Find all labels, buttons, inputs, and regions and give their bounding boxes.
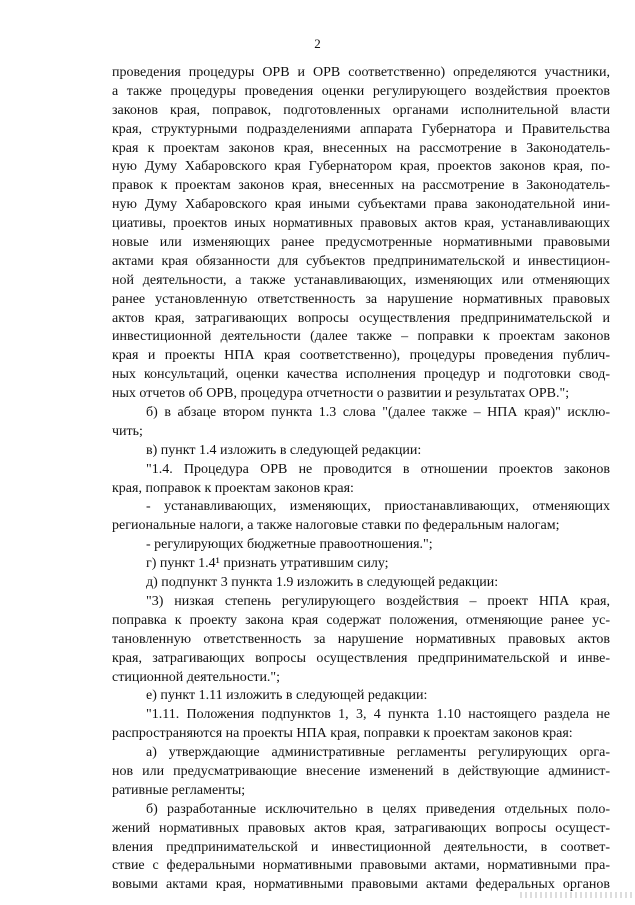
text-line: жений нормативных правовых актов края, затрагивающих вопросы осущест- bbox=[112, 820, 610, 836]
text-line: ных консультаций, оценки качества исполнения процедур и подготовки свод- bbox=[112, 367, 610, 383]
text-line: д) подпункт 3 пункта 1.9 изложить в следующей редакции: bbox=[146, 575, 499, 591]
text-line: законов края, поправок, подготовленных органами исполнительной власти bbox=[112, 102, 610, 118]
text-line: "1.11. Положения подпунктов 1, 3, 4 пункта 1.10 настоящего раздела не bbox=[146, 707, 610, 723]
text-line: г) пункт 1.4¹ признать утратившим силу; bbox=[146, 556, 389, 572]
text-line: б) в абзаце втором пункта 1.3 слова "(далее также – НПА края)" исклю- bbox=[146, 405, 610, 421]
text-line: края к проектам законов края, внесенных на рассмотрение в Законодатель- bbox=[112, 140, 610, 156]
text-line: "3) низкая степень регулирующего воздействия – проект НПА края, bbox=[146, 593, 610, 609]
text-line: края, структурными подразделениями аппарата Губернатора и Правительства bbox=[112, 121, 610, 137]
text-line: ствие с федеральными нормативными правовыми актами, нормативными пра- bbox=[112, 858, 610, 874]
text-line: - устанавливающих, изменяющих, приостанавливающих, отменяющих bbox=[146, 499, 610, 515]
text-line: циативы, проектов иных нормативных правовых актов края, устанавливающих bbox=[112, 216, 610, 232]
text-line: ративные регламенты; bbox=[112, 782, 246, 798]
text-line: в) пункт 1.4 изложить в следующей редакции: bbox=[146, 442, 422, 458]
text-line: актов края, затрагивающих вопросы осуществления предпринимательской и bbox=[112, 310, 610, 326]
text-line: распространяются на проекты НПА края, поправки к проектам законов края: bbox=[112, 726, 573, 742]
text-line: тановленную ответственность за нарушение нормативных правовых актов bbox=[112, 631, 610, 647]
text-line: ной деятельности, а также устанавливающих, изменяющих или отменяющих bbox=[112, 272, 610, 288]
text-line: нов или предусматривающие внесение изменений в действующие админист- bbox=[112, 763, 610, 779]
text-line: ранее установленную ответственность за нарушение нормативных правовых bbox=[112, 291, 610, 307]
text-line: ных отчетов об ОРВ, процедура отчетности о развитии и результатах ОРВ."; bbox=[112, 386, 570, 402]
text-line: чить; bbox=[112, 423, 143, 439]
text-line: края и проекты НПА края соответственно), процедуры проведения публич- bbox=[112, 348, 610, 364]
text-line: новые или изменяющих ранее предусмотренные нормативными правовыми bbox=[112, 235, 610, 251]
text-line: проведения процедуры ОРВ и ОРВ соответственно) определяются участники, bbox=[112, 65, 610, 80]
text-line: е) пункт 1.11 изложить в следующей редакции: bbox=[146, 688, 428, 704]
page-number: 2 bbox=[314, 36, 321, 51]
text-line: правок к проектам законов края, внесенных на рассмотрение в Законодатель- bbox=[112, 178, 610, 194]
text-line: б) разработанные исключительно в целях приведения отдельных поло- bbox=[146, 801, 610, 817]
text-line: ную Думу Хабаровского края иными субъектами права законодательной ини- bbox=[112, 197, 610, 213]
text-line: "1.4. Процедура ОРВ не проводится в отношении проектов законов bbox=[146, 461, 610, 477]
text-line: вления предпринимательской и инвестиционной деятельности, в соответ- bbox=[112, 839, 610, 855]
text-line: стиционной деятельности."; bbox=[112, 669, 281, 685]
text-line: края, поправок к проектам законов края: bbox=[112, 480, 354, 496]
text-line: ную Думу Хабаровского края Губернатором края, проектов законов края, по- bbox=[112, 159, 610, 175]
text-line: поправка к проекту закона края содержат положения, отменяющие ранее ус- bbox=[112, 612, 610, 628]
scan-artifact bbox=[520, 892, 635, 898]
text-line: актами края обязанности для субъектов предпринимательской и инвестицион- bbox=[112, 253, 610, 269]
text-line: а) утверждающие административные регламенты регулирующих орга- bbox=[146, 745, 610, 761]
text-line: инвестиционной деятельности (далее также – поправки к проектам законов bbox=[112, 329, 610, 345]
document-body bbox=[112, 64, 610, 895]
text-line: вовыми актами края, нормативными правовыми актами федеральных органов bbox=[112, 877, 610, 893]
text-line: - регулирующих бюджетные правоотношения."; bbox=[146, 537, 433, 553]
text-line: края, затрагивающих вопросы осуществления предпринимательской и инве- bbox=[112, 650, 610, 666]
text-line: а также процедуры проведения оценки регулирующего воздействия проектов bbox=[112, 83, 610, 99]
text-line: региональные налоги, а также налоговые ставки по федеральным налогам; bbox=[112, 518, 560, 534]
